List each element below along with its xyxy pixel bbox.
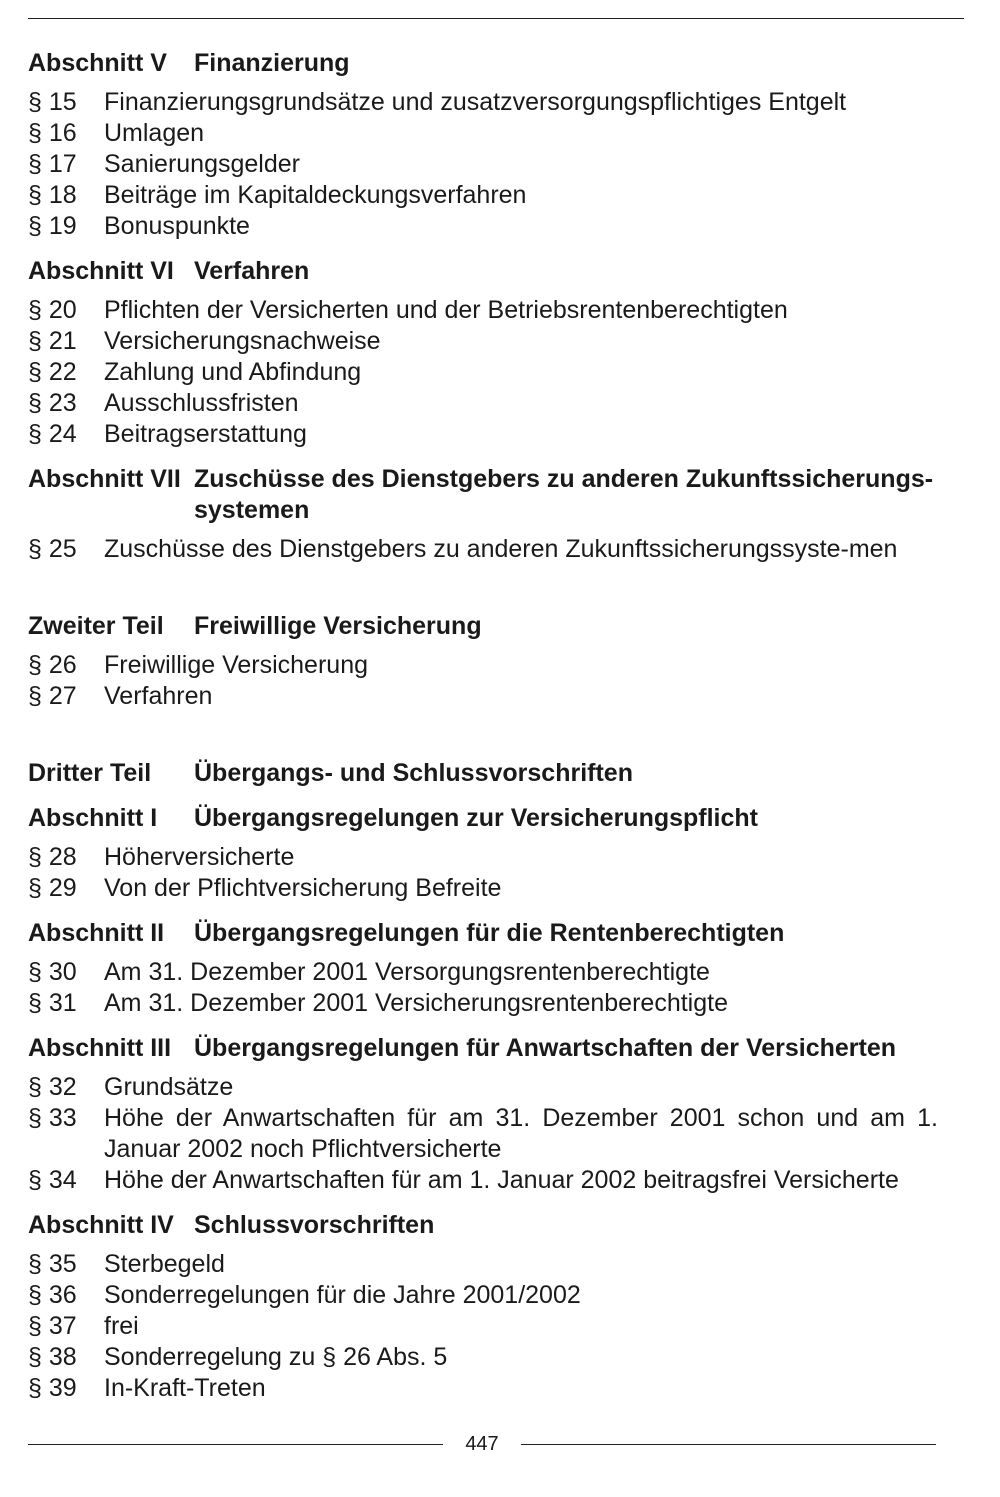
toc-entry	[28, 211, 938, 242]
paragraph-title: Beitragserstattung	[104, 420, 307, 448]
paragraph-number: § 18	[28, 181, 77, 209]
paragraph-title: Höhe der Anwartschaften für am 1. Januar 2002 beitragsfrei Versicherte	[104, 1166, 899, 1194]
section-heading	[28, 1210, 938, 1241]
footer-rule-right	[521, 1444, 936, 1445]
heading-label: Abschnitt VII	[28, 465, 181, 493]
section-heading	[28, 48, 938, 79]
section-heading	[28, 1033, 938, 1064]
heading-label: Abschnitt I	[28, 804, 158, 832]
section-heading	[28, 464, 938, 526]
toc-entry	[28, 1103, 938, 1165]
toc-entry	[28, 1072, 938, 1103]
toc-entry	[28, 873, 938, 904]
heading-title: Übergangs- und Schlussvorschriften	[194, 759, 633, 787]
paragraph-title: Zuschüsse des Dienstgebers zu anderen Zukunftssicherungssyste-men	[104, 535, 898, 563]
paragraph-title: Freiwillige Versicherung	[104, 651, 369, 679]
paragraph-title: Sanierungsgelder	[104, 150, 300, 178]
paragraph-number: § 38	[28, 1343, 77, 1371]
top-rule	[28, 18, 964, 19]
paragraph-number: § 32	[28, 1073, 77, 1101]
paragraph-number: § 22	[28, 358, 77, 386]
toc-entry	[28, 842, 938, 873]
toc-entry	[28, 419, 938, 450]
toc-entry	[28, 87, 938, 118]
heading-title: Übergangsregelungen für Anwartschaften der Versicherten	[194, 1034, 897, 1062]
toc-entry	[28, 1280, 938, 1311]
paragraph-number: § 31	[28, 989, 77, 1017]
heading-label: Abschnitt III	[28, 1034, 172, 1062]
paragraph-title: Beiträge im Kapitaldeckungsverfahren	[104, 181, 527, 209]
paragraph-title: Pflichten der Versicherten und der Betriebsrentenberechtigten	[104, 296, 788, 324]
toc-entry	[28, 650, 938, 681]
paragraph-number: § 36	[28, 1281, 77, 1309]
toc-entry	[28, 957, 938, 988]
paragraph-title: Sonderregelungen für die Jahre 2001/2002	[104, 1281, 581, 1309]
paragraph-title: Am 31. Dezember 2001 Versicherungsrentenberechtigte	[104, 989, 728, 1017]
heading-label: Abschnitt IV	[28, 1211, 174, 1239]
paragraph-title: frei	[104, 1312, 139, 1340]
paragraph-number: § 27	[28, 682, 77, 710]
paragraph-number: § 26	[28, 651, 77, 679]
table-of-contents	[28, 48, 938, 1404]
paragraph-title: Verfahren	[104, 682, 213, 710]
toc-entry	[28, 357, 938, 388]
paragraph-title: Grundsätze	[104, 1073, 234, 1101]
paragraph-title: Umlagen	[104, 119, 205, 147]
toc-entry	[28, 149, 938, 180]
toc-entry	[28, 118, 938, 149]
paragraph-number: § 21	[28, 327, 77, 355]
section-heading	[28, 803, 938, 834]
heading-title: Verfahren	[194, 257, 310, 285]
footer-rule-left	[28, 1444, 443, 1445]
toc-entry	[28, 681, 938, 712]
section-heading	[28, 918, 938, 949]
paragraph-title: Bonuspunkte	[104, 212, 250, 240]
page-footer	[28, 1433, 936, 1456]
part-heading	[28, 758, 938, 789]
heading-label: Abschnitt II	[28, 919, 165, 947]
paragraph-title: Am 31. Dezember 2001 Versorgungsrentenberechtigte	[104, 958, 710, 986]
paragraph-title: Zahlung und Abfindung	[104, 358, 362, 386]
paragraph-number: § 28	[28, 843, 77, 871]
paragraph-number: § 25	[28, 535, 77, 563]
heading-label: Dritter Teil	[28, 759, 152, 787]
heading-title: Finanzierung	[194, 49, 350, 77]
paragraph-title: In-Kraft-Treten	[104, 1374, 266, 1402]
heading-title: Freiwillige Versicherung	[194, 612, 482, 640]
paragraph-title: Sterbegeld	[104, 1250, 225, 1278]
paragraph-title: Sonderregelung zu § 26 Abs. 5	[104, 1343, 448, 1371]
heading-label: Abschnitt VI	[28, 257, 174, 285]
page-number: 447	[465, 1433, 499, 1455]
toc-entry	[28, 388, 938, 419]
paragraph-number: § 37	[28, 1312, 77, 1340]
toc-entry	[28, 1249, 938, 1280]
toc-entry	[28, 534, 938, 565]
paragraph-title: Versicherungsnachweise	[104, 327, 381, 355]
paragraph-number: § 24	[28, 420, 77, 448]
heading-title: Übergangsregelungen zur Versicherungspflicht	[194, 804, 759, 832]
paragraph-title: Finanzierungsgrundsätze und zusatzversorgungspflichtiges Entgelt	[104, 88, 847, 116]
paragraph-title: Höherversicherte	[104, 843, 295, 871]
heading-title: Zuschüsse des Dienstgebers zu anderen Zukunftssicherungs-systemen	[194, 465, 934, 524]
paragraph-number: § 16	[28, 119, 77, 147]
paragraph-number: § 35	[28, 1250, 77, 1278]
section-heading	[28, 256, 938, 287]
paragraph-number: § 39	[28, 1374, 77, 1402]
paragraph-number: § 17	[28, 150, 77, 178]
toc-entry	[28, 295, 938, 326]
paragraph-number: § 33	[28, 1104, 77, 1132]
paragraph-title: Von der Pflichtversicherung Befreite	[104, 874, 502, 902]
paragraph-number: § 34	[28, 1166, 77, 1194]
toc-entry	[28, 1165, 938, 1196]
paragraph-number: § 15	[28, 88, 77, 116]
toc-entry	[28, 1311, 938, 1342]
paragraph-number: § 23	[28, 389, 77, 417]
toc-entry	[28, 1342, 938, 1373]
paragraph-number: § 30	[28, 958, 77, 986]
toc-entry	[28, 180, 938, 211]
heading-title: Schlussvorschriften	[194, 1211, 435, 1239]
heading-label: Abschnitt V	[28, 49, 167, 77]
heading-label: Zweiter Teil	[28, 612, 164, 640]
toc-entry	[28, 988, 938, 1019]
heading-title: Übergangsregelungen für die Rentenberechtigten	[194, 919, 785, 947]
paragraph-title: Ausschlussfristen	[104, 389, 299, 417]
paragraph-number: § 29	[28, 874, 77, 902]
toc-entry	[28, 1373, 938, 1404]
part-heading	[28, 611, 938, 642]
paragraph-number: § 20	[28, 296, 77, 324]
toc-entry	[28, 326, 938, 357]
paragraph-title: Höhe der Anwartschaften für am 31. Dezember 2001 schon und am 1. Januar 2002 noch Pflichtversicherte	[104, 1104, 938, 1163]
paragraph-number: § 19	[28, 212, 77, 240]
